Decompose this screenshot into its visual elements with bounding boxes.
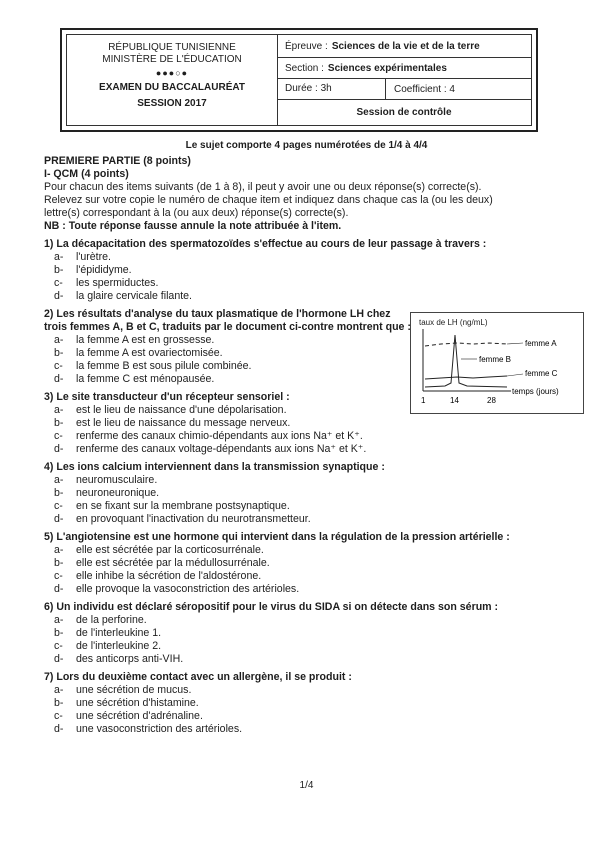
instruction-line: lettre(s) correspondant à la (ou aux deux) réponse(s) correcte(s). [44, 207, 349, 219]
instruction-line: Relevez sur votre copie le numéro de chaque item et indiquez dans chaque cas la (ou les deux) [44, 194, 493, 206]
epreuve-label: Épreuve : [285, 40, 328, 52]
option: a- une sécrétion de mucus. [54, 684, 192, 696]
label-femme-c: femme C [525, 369, 558, 378]
option: a- elle est sécrétée par la corticosurrénale. [54, 544, 264, 556]
page-number: 1/4 [299, 780, 314, 791]
option: b- est le lieu de naissance du message nerveux. [54, 417, 291, 429]
option: c- elle inhibe la sécrétion de l'aldostérone. [54, 570, 262, 582]
curve-femme-a [425, 343, 507, 346]
question-4 [44, 461, 584, 526]
question-6 [44, 601, 584, 666]
label-femme-b: femme B [479, 355, 512, 364]
graph-ylabel: taux de LH (ng/mL) [419, 318, 488, 327]
option: d- renferme des canaux voltage-dépendants aux ions Na⁺ et K⁺. [54, 443, 367, 455]
question-title: 2) Les résultats d'analyse du taux plasmatique de l'hormone LH chez trois femmes A, B et C, traduits par le document ci-contre montrent que : [44, 308, 411, 333]
header-left [67, 35, 278, 125]
question-title: 7) Lors du deuxième contact avec un allergène, il se produit : [44, 671, 352, 683]
lh-graph [410, 312, 584, 414]
option: c- les spermiductes. [54, 277, 159, 289]
tick-1: 1 [421, 396, 426, 405]
option: a- neuromusculaire. [54, 474, 158, 486]
option: a- est le lieu de naissance d'une dépolarisation. [54, 404, 287, 416]
option: c- la femme B est sous pilule combinée. [54, 360, 252, 372]
option: d- une vasoconstriction des artérioles. [54, 723, 243, 735]
question-title: 5) L'angiotensine est une hormone qui intervient dans la régulation de la pression artérielle : [44, 531, 510, 543]
option: b- la femme A est ovariectomisée. [54, 347, 223, 359]
option: c- une sécrétion d'adrénaline. [54, 710, 203, 722]
part-title: PREMIERE PARTIE (8 points) [44, 155, 191, 167]
option: d- elle provoque la vasoconstriction des artérioles. [54, 583, 300, 595]
exam-content [44, 155, 584, 736]
tick-28: 28 [487, 396, 496, 405]
question-2 [44, 308, 414, 386]
option: b- une sécrétion d'histamine. [54, 697, 199, 709]
duration-row [277, 79, 531, 100]
epreuve-row [277, 35, 531, 58]
intro-line: Le sujet comporte 4 pages numérotées de 1/4 à 4/4 [185, 140, 428, 151]
qcm-title: I- QCM (4 points) [44, 168, 129, 180]
option: b- de l'interleukine 1. [54, 627, 162, 639]
section-row [277, 58, 531, 79]
question-5 [44, 531, 584, 596]
tick-14: 14 [450, 396, 459, 405]
lh-graph-svg [411, 313, 583, 413]
option: c- de l'interleukine 2. [54, 640, 162, 652]
epreuve-value: Sciences de la vie et de la terre [331, 40, 480, 52]
option: b- neuroneuronique. [54, 487, 160, 499]
option: d- des anticorps anti-VIH. [54, 653, 184, 665]
coefficient: Coefficient : 4 [394, 83, 455, 95]
instruction-line: Pour chacun des items suivants (de 1 à 8), il peut y avoir une ou deux réponse(s) correcte(s). [44, 181, 482, 193]
question-1 [44, 238, 584, 303]
exam-header [60, 28, 538, 132]
label-femme-a: femme A [525, 339, 557, 348]
emblem-dots: ●●●○● [155, 68, 189, 78]
option: c- en se fixant sur la membrane postsynaptique. [54, 500, 290, 512]
option: d- en provoquant l'inactivation du neurotransmetteur. [54, 513, 311, 525]
option: c- renferme des canaux chimio-dépendants aux ions Na⁺ et K⁺. [54, 430, 363, 442]
nb-note: NB : Toute réponse fausse annule la note attribuée à l'item. [44, 220, 342, 232]
option: d- la glaire cervicale filante. [54, 290, 192, 302]
question-7 [44, 671, 584, 736]
option: a- l'urètre. [54, 251, 111, 263]
option: d- la femme C est ménopausée. [54, 373, 215, 385]
graph-xlabel: temps (jours) [512, 387, 559, 396]
ministry-name: MINISTÈRE DE L'ÉDUCATION [102, 54, 242, 65]
question-title: 4) Les ions calcium interviennent dans la transmission synaptique : [44, 461, 385, 473]
session-year: SESSION 2017 [137, 98, 207, 109]
header-right [277, 35, 531, 125]
duration: Durée : 3h [277, 79, 386, 99]
question-title: 3) Le site transducteur d'un récepteur sensoriel : [44, 391, 290, 403]
country-name: RÉPUBLIQUE TUNISIENNE [108, 42, 236, 53]
option: a- la femme A est en grossesse. [54, 334, 215, 346]
option: b- elle est sécrétée par la médullosurrénale. [54, 557, 270, 569]
option: b- l'épididyme. [54, 264, 132, 276]
option: a- de la perforine. [54, 614, 147, 626]
question-title: 6) Un individu est déclaré séropositif pour le virus du SIDA si on détecte dans son sérum : [44, 601, 499, 613]
question-title: 1) La décapacitation des spermatozoïdes s'effectue au cours de leur passage à travers : [44, 238, 487, 250]
curve-femme-c [425, 376, 507, 379]
session-type: Session de contrôle [356, 107, 452, 118]
exam-title: EXAMEN DU BACCALAURÉAT [99, 82, 245, 93]
section-label: Section : [285, 62, 324, 74]
section-value: Sciences expérimentales [327, 62, 447, 74]
